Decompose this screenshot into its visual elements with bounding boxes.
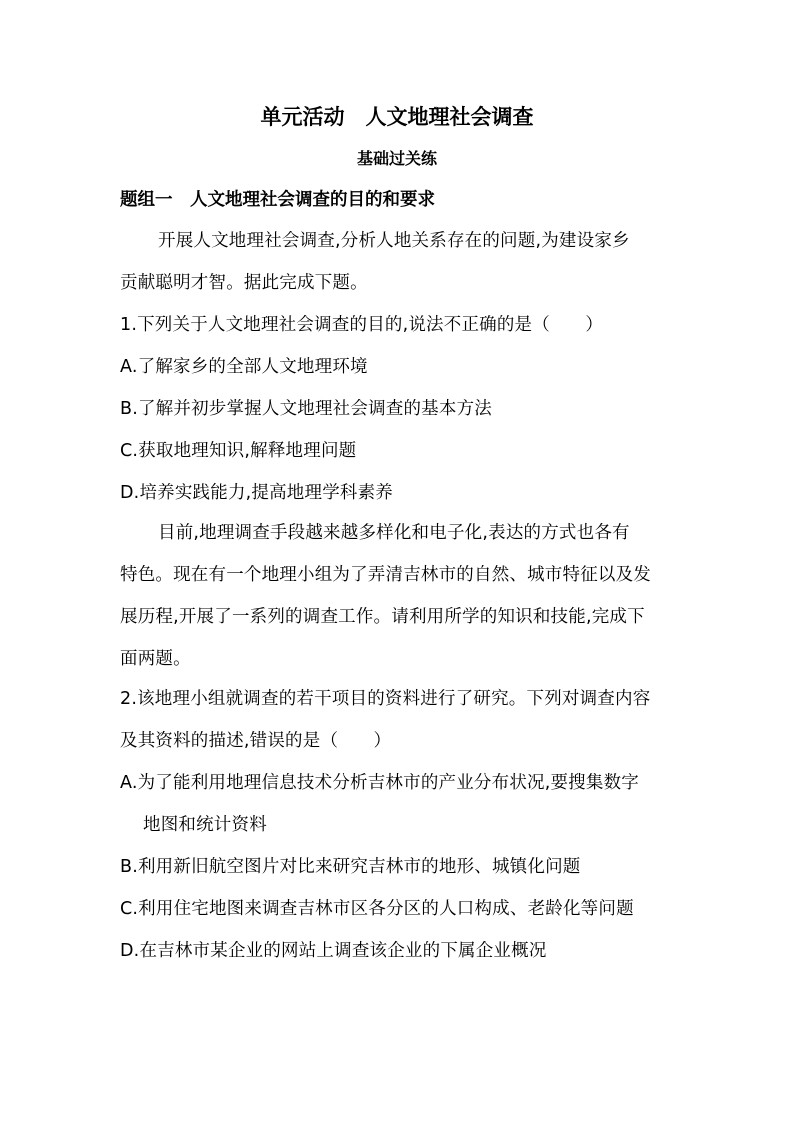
question-2-stem-line-2: 及其资料的描述,错误的是（ ） bbox=[120, 731, 392, 751]
question-2-stem-line-1: 2.该地理小组就调查的若干项目的资料进行了研究。下列对调查内容 bbox=[120, 689, 651, 709]
passage1-line-1: 开展人文地理社会调查,分析人地关系存在的问题,为建设家乡 bbox=[158, 231, 630, 251]
page-title: 单元活动 人文地理社会调查 bbox=[260, 104, 534, 129]
passage2-line-2: 特色。现在有一个地理小组为了弄清吉林市的自然、城市特征以及发 bbox=[120, 565, 651, 585]
question-1-option-c: C.获取地理知识,解释地理问题 bbox=[120, 441, 357, 461]
question-2-option-b: B.利用新旧航空图片对比来研究吉林市的地形、城镇化问题 bbox=[120, 857, 581, 877]
passage2-line-1: 目前,地理调查手段越来越多样化和电子化,表达的方式也各有 bbox=[158, 523, 630, 543]
group-heading: 题组一 人文地理社会调查的目的和要求 bbox=[120, 190, 435, 210]
question-1-option-d: D.培养实践能力,提高地理学科素养 bbox=[120, 483, 393, 503]
question-2-option-a: A.为了能利用地理信息技术分析吉林市的产业分布状况,要搜集数字 bbox=[120, 773, 639, 793]
question-1-option-a: A.了解家乡的全部人文地理环境 bbox=[120, 357, 368, 377]
question-2-option-a-continued: 地图和统计资料 bbox=[143, 815, 267, 835]
page-subtitle: 基础过关练 bbox=[356, 149, 437, 168]
passage1-line-2: 贡献聪明才智。据此完成下题。 bbox=[120, 273, 368, 293]
passage2-line-3: 展历程,开展了一系列的调查工作。请利用所学的知识和技能,完成下 bbox=[120, 607, 645, 627]
passage2-line-4: 面两题。 bbox=[120, 649, 191, 669]
question-1-stem: 1.下列关于人文地理社会调查的目的,说法不正确的是（ ） bbox=[120, 315, 604, 335]
question-1-option-b: B.了解并初步掌握人文地理社会调查的基本方法 bbox=[120, 399, 492, 419]
question-2-option-d: D.在吉林市某企业的网站上调查该企业的下属企业概况 bbox=[120, 941, 547, 961]
question-2-option-c: C.利用住宅地图来调查吉林市区各分区的人口构成、老龄化等问题 bbox=[120, 899, 634, 919]
